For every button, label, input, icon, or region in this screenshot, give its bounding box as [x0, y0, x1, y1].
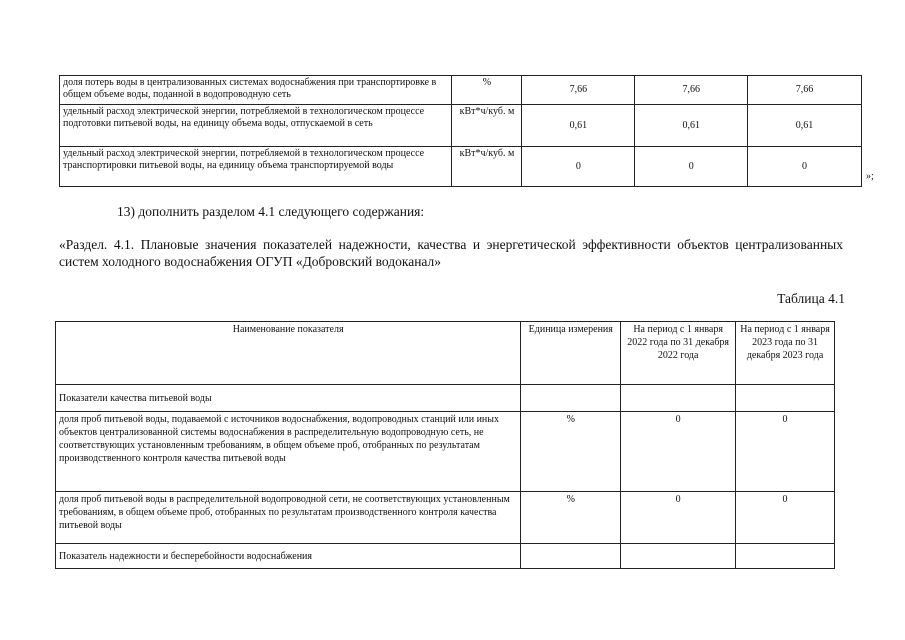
value-cell [736, 544, 835, 569]
table-row [60, 76, 862, 105]
table-row [56, 385, 835, 412]
unit-cell [521, 385, 621, 412]
indicator-name: удельный расход электрической энергии, потребляемой в технологическом процессе подготовки питьевой воды, на единицу объема воды, отпускаемой в сеть [60, 105, 452, 147]
indicator-name: доля потерь воды в централизованных системах водоснабжения при транспортировке в общем объеме воды, поданной в водопроводную сеть [60, 76, 452, 105]
value-cell: 0 [736, 492, 835, 544]
header-name: Наименование показателя [56, 322, 521, 385]
value-cell: 0 [748, 147, 862, 187]
closing-quote: »; [866, 171, 874, 182]
unit-cell: % [521, 412, 621, 492]
value-cell: 0 [522, 147, 635, 187]
unit-cell: кВт*ч/куб. м [452, 105, 522, 147]
table-row [56, 412, 835, 492]
table-row [60, 147, 862, 187]
section-heading: «Раздел. 4.1. Плановые значения показателей надежности, качества и энергетической эффективности объектов централизованных систем холодного водоснабжения ОГУП «Добровский водоканал» [59, 237, 843, 269]
header-row [56, 322, 835, 385]
header-period-2023: На период с 1 января 2023 года по 31 декабря 2023 года [736, 322, 835, 385]
value-cell: 0,61 [748, 105, 862, 147]
main-table [55, 321, 835, 569]
paragraph-13: 13) дополнить разделом 4.1 следующего содержания: [117, 204, 425, 219]
indicator-name: Показатель надежности и бесперебойности водоснабжения [56, 544, 521, 569]
table-row [56, 544, 835, 569]
value-cell: 0,61 [635, 105, 748, 147]
header-period-2022: На период с 1 января 2022 года по 31 декабря 2022 года [621, 322, 736, 385]
value-cell: 0 [635, 147, 748, 187]
value-cell: 0,61 [522, 105, 635, 147]
unit-cell [521, 544, 621, 569]
value-cell: 7,66 [635, 76, 748, 105]
unit-cell: % [521, 492, 621, 544]
unit-cell: % [452, 76, 522, 105]
indicator-name: доля проб питьевой воды, подаваемой с источников водоснабжения, водопроводных станций или иных объектов централизованной системы водоснабжения в распределительную водопроводную сеть, не соответствующих установленным требованиям, в общем объеме проб, отобранных по результатам производственного контроля качества питьевой воды [56, 412, 521, 492]
indicator-name: Показатели качества питьевой воды [56, 385, 521, 412]
value-cell [621, 544, 736, 569]
table-row [56, 492, 835, 544]
value-cell: 0 [621, 492, 736, 544]
value-cell: 0 [736, 412, 835, 492]
value-cell: 0 [621, 412, 736, 492]
top-table [59, 75, 862, 187]
indicator-name: доля проб питьевой воды в распределительной водопроводной сети, не соответствующих установленным требованиям, в общем объеме проб, отобранных по результатам производственного контроля качества питьевой воды [56, 492, 521, 544]
table-label: Таблица 4.1 [777, 291, 845, 306]
indicator-name: удельный расход электрической энергии, потребляемой в технологическом процессе транспортировки питьевой воды, на единицу объема транспортируемой воды [60, 147, 452, 187]
table-row [60, 105, 862, 147]
value-cell [736, 385, 835, 412]
header-unit: Единица измерения [521, 322, 621, 385]
unit-cell: кВт*ч/куб. м [452, 147, 522, 187]
value-cell: 7,66 [522, 76, 635, 105]
value-cell [621, 385, 736, 412]
value-cell: 7,66 [748, 76, 862, 105]
